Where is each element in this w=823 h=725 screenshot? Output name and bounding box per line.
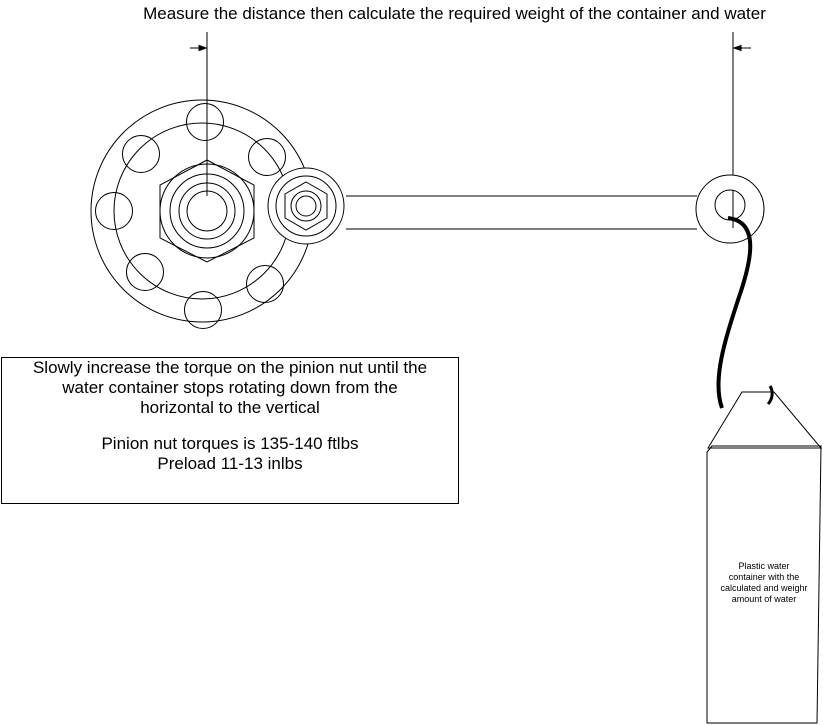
- preload-spec: Preload 11-13 inlbs: [157, 454, 303, 473]
- hanging-wire: [718, 218, 750, 408]
- instruction-line: Slowly increase the torque on the pinion nut until the: [32, 358, 428, 377]
- wrench-arm: [346, 196, 697, 229]
- container-label: [709, 561, 819, 605]
- container-label-line: container with the: [728, 572, 800, 582]
- pinion-nut: [160, 160, 254, 262]
- torque-spec: Pinion nut torques is 135-140 ftlbs: [101, 434, 359, 453]
- container-label-line: calculated and weighr: [720, 583, 808, 593]
- torque-instruction-box: [1, 357, 459, 504]
- water-container: [707, 392, 821, 723]
- flange-bolt-hole: [187, 104, 224, 141]
- flange-bolt-hole: [123, 136, 160, 173]
- container-label-line: Plastic water: [738, 561, 790, 571]
- flange-bolt-hole: [127, 254, 164, 291]
- flange-bolt-hole: [247, 266, 284, 303]
- instruction-line: horizontal to the vertical: [140, 398, 320, 417]
- flange-bolt-hole: [249, 139, 286, 176]
- wire-tail: [768, 386, 772, 404]
- wrench-socket: [268, 168, 344, 244]
- instruction-line: water container stops rotating down from the: [62, 378, 398, 397]
- flange-bolt-hole: [185, 292, 222, 329]
- spacer: [2, 418, 458, 434]
- container-label-line: amount of water: [731, 594, 797, 604]
- wrench-end-eye: [696, 175, 764, 243]
- instruction-caption: Measure the distance then calculate the required weight of the container and water: [143, 4, 766, 23]
